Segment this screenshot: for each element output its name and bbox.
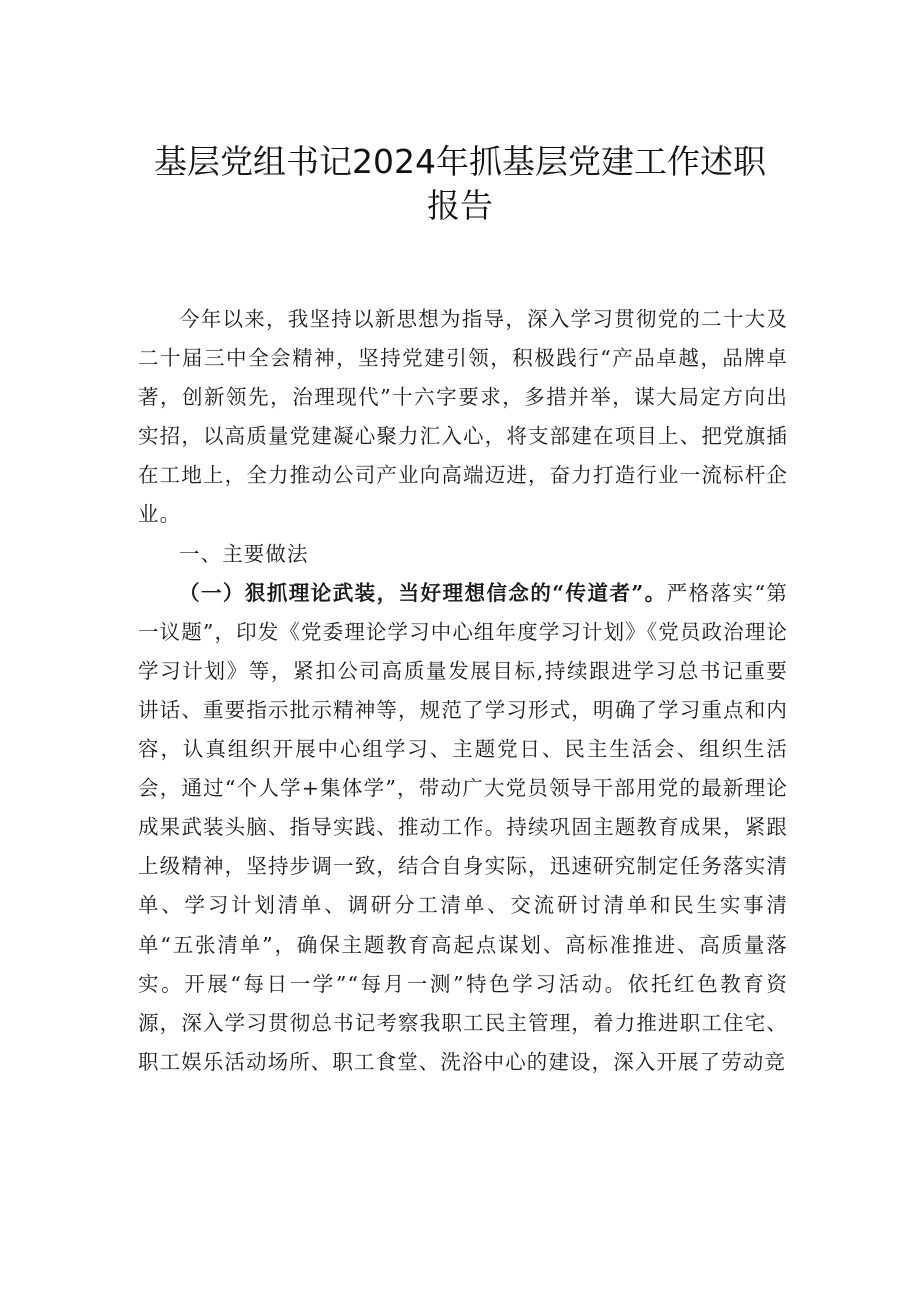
- intro-paragraph: 今年以来，我坚持以新思想为指导，深入学习贯彻党的二十大及二十届三中全会精神，坚持党建引领，积极践行“产品卓越，品牌卓著，创新领先，治理现代”十六字要求，多措并举，谋大局定方向出实招，以高质量党建凝心聚力汇入心，将支部建在项目上、把党旗插在工地上，全力推动公司产业向高端迈进，奋力打造行业一流标杆企业。: [138, 307, 788, 527]
- subsection-heading-theory: （一）狠抓理论武装，当好理想信念的“传道者”。: [179, 580, 667, 605]
- section-heading-main-practices: 一、主要做法: [179, 541, 309, 566]
- document-title-line2: 报告: [427, 186, 493, 225]
- document-title-line1: 基层党组书记2024年抓基层党建工作述职: [154, 142, 766, 181]
- subsection-body-theory: 严格落实“第一议题”，印发《党委理论学习中心组年度学习计划》《党员政治理论学习计划》等，紧扣公司高质量发展目标,持续跟进学习总书记重要讲话、重要指示批示精神等，规范了学习形式，明确了学习重点和内容，认真组织开展中心组学习、主题党日、民主生活会、组织生活会，通过“个人学+集体学”，带动广大党员领导干部用党的最新理论成果武装头脑、指导实践、推动工作。持续巩固主题教育成果，紧跟上级精神，坚持步调一致，结合自身实际，迅速研究制定任务落实清单、学习计划清单、调研分工清单、交流研讨清单和民生实事清单“五张清单”，确保主题教育高起点谋划、高标准推进、高质量落实。开展“每日一学”“每月一测”特色学习活动。依托红色教育资源，深入学习贯彻总书记考察我职工民主管理，着力推进职工住宅、职工娱乐活动场所、职工食堂、洗浴中心的建设，深入开展了劳动竞: [138, 580, 788, 1074]
- subsection-paragraph-theory: [138, 574, 788, 1082]
- document-body: [138, 300, 788, 1082]
